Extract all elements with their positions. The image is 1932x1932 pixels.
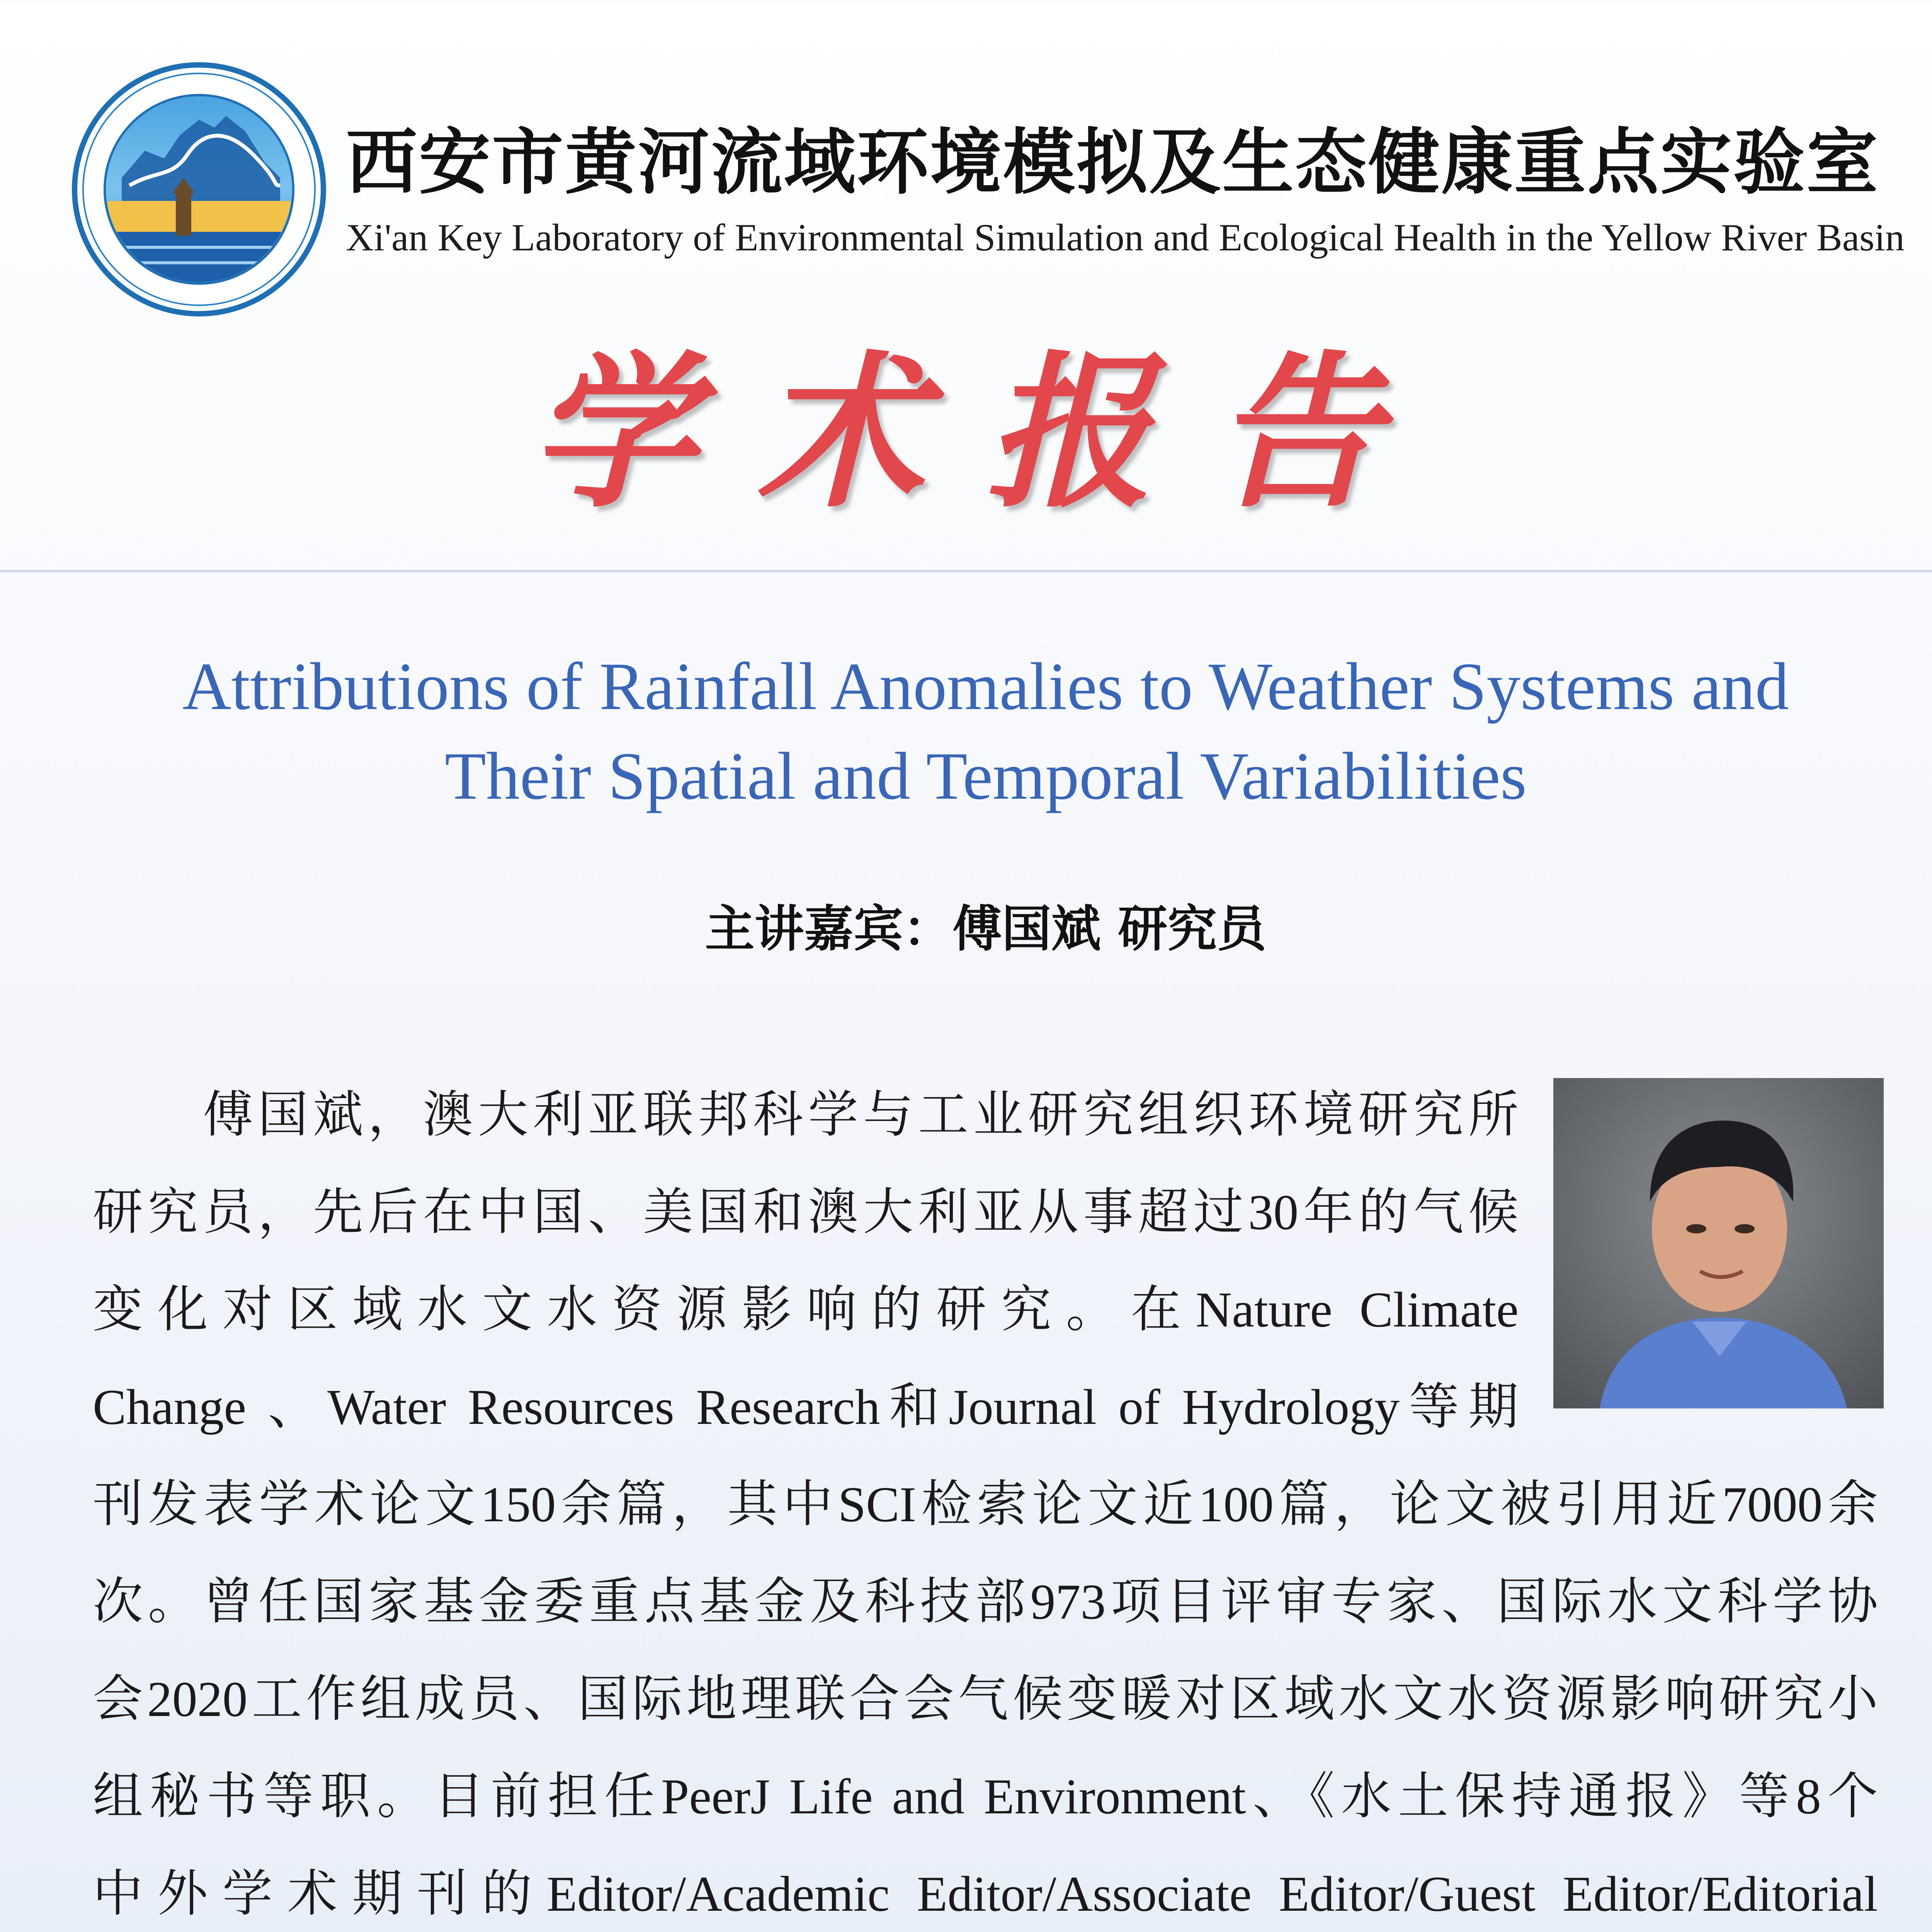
header-divider — [0, 570, 1932, 572]
banner-title: 学术报告 — [530, 335, 1442, 530]
bio-line: Change 、Water Resources Research和Journal of Hydrology等期 — [93, 1379, 1519, 1435]
bio-line: 次。曾任国家基金委重点基金及科技部973项目评审专家、国际水文科学协 — [93, 1574, 1878, 1630]
bio-line: 中外学术期刊的Editor/Academic Editor/Associate Editor/Guest Editor/Editorial — [93, 1866, 1878, 1922]
bio-line: 组秘书等职。目前担任PeerJ Life and Environment、《水土保持通报》等8个 — [93, 1769, 1878, 1825]
bio-line: 研究员，先后在中国、美国和澳大利亚从事超过30年的气候 — [93, 1185, 1519, 1240]
lab-name-cn: 西安市黄河流域环境模拟及生态健康重点实验室 — [346, 121, 1879, 204]
talk-title — [77, 641, 1894, 821]
lab-name-en: Xi'an Key Laboratory of Environmental Simulation and Ecological Health in the Yellow River Basin — [346, 216, 1905, 259]
bio-line: 变化对区域水文水资源影响的研究。在Nature Climate — [93, 1282, 1519, 1338]
bio-line: 刊发表学术论文150余篇，其中SCI检索论文近100篇，论文被引用近7000余 — [93, 1477, 1878, 1532]
lab-logo — [71, 62, 327, 317]
talk-title-line-1: Attributions of Rainfall Anomalies to Weather Systems and — [182, 649, 1789, 724]
bio-line: 傅国斌，澳大利亚联邦科学与工业研究组织环境研究所 — [93, 1087, 1519, 1143]
bio-line: 会2020工作组成员、国际地理联合会气候变暖对区域水文水资源影响研究小 — [93, 1672, 1878, 1727]
speaker-line: 主讲嘉宾：傅国斌 研究员 — [705, 900, 1267, 958]
speaker-bio — [93, 1066, 1878, 1932]
talk-title-line-2: Their Spatial and Temporal Variabilities — [445, 738, 1527, 813]
